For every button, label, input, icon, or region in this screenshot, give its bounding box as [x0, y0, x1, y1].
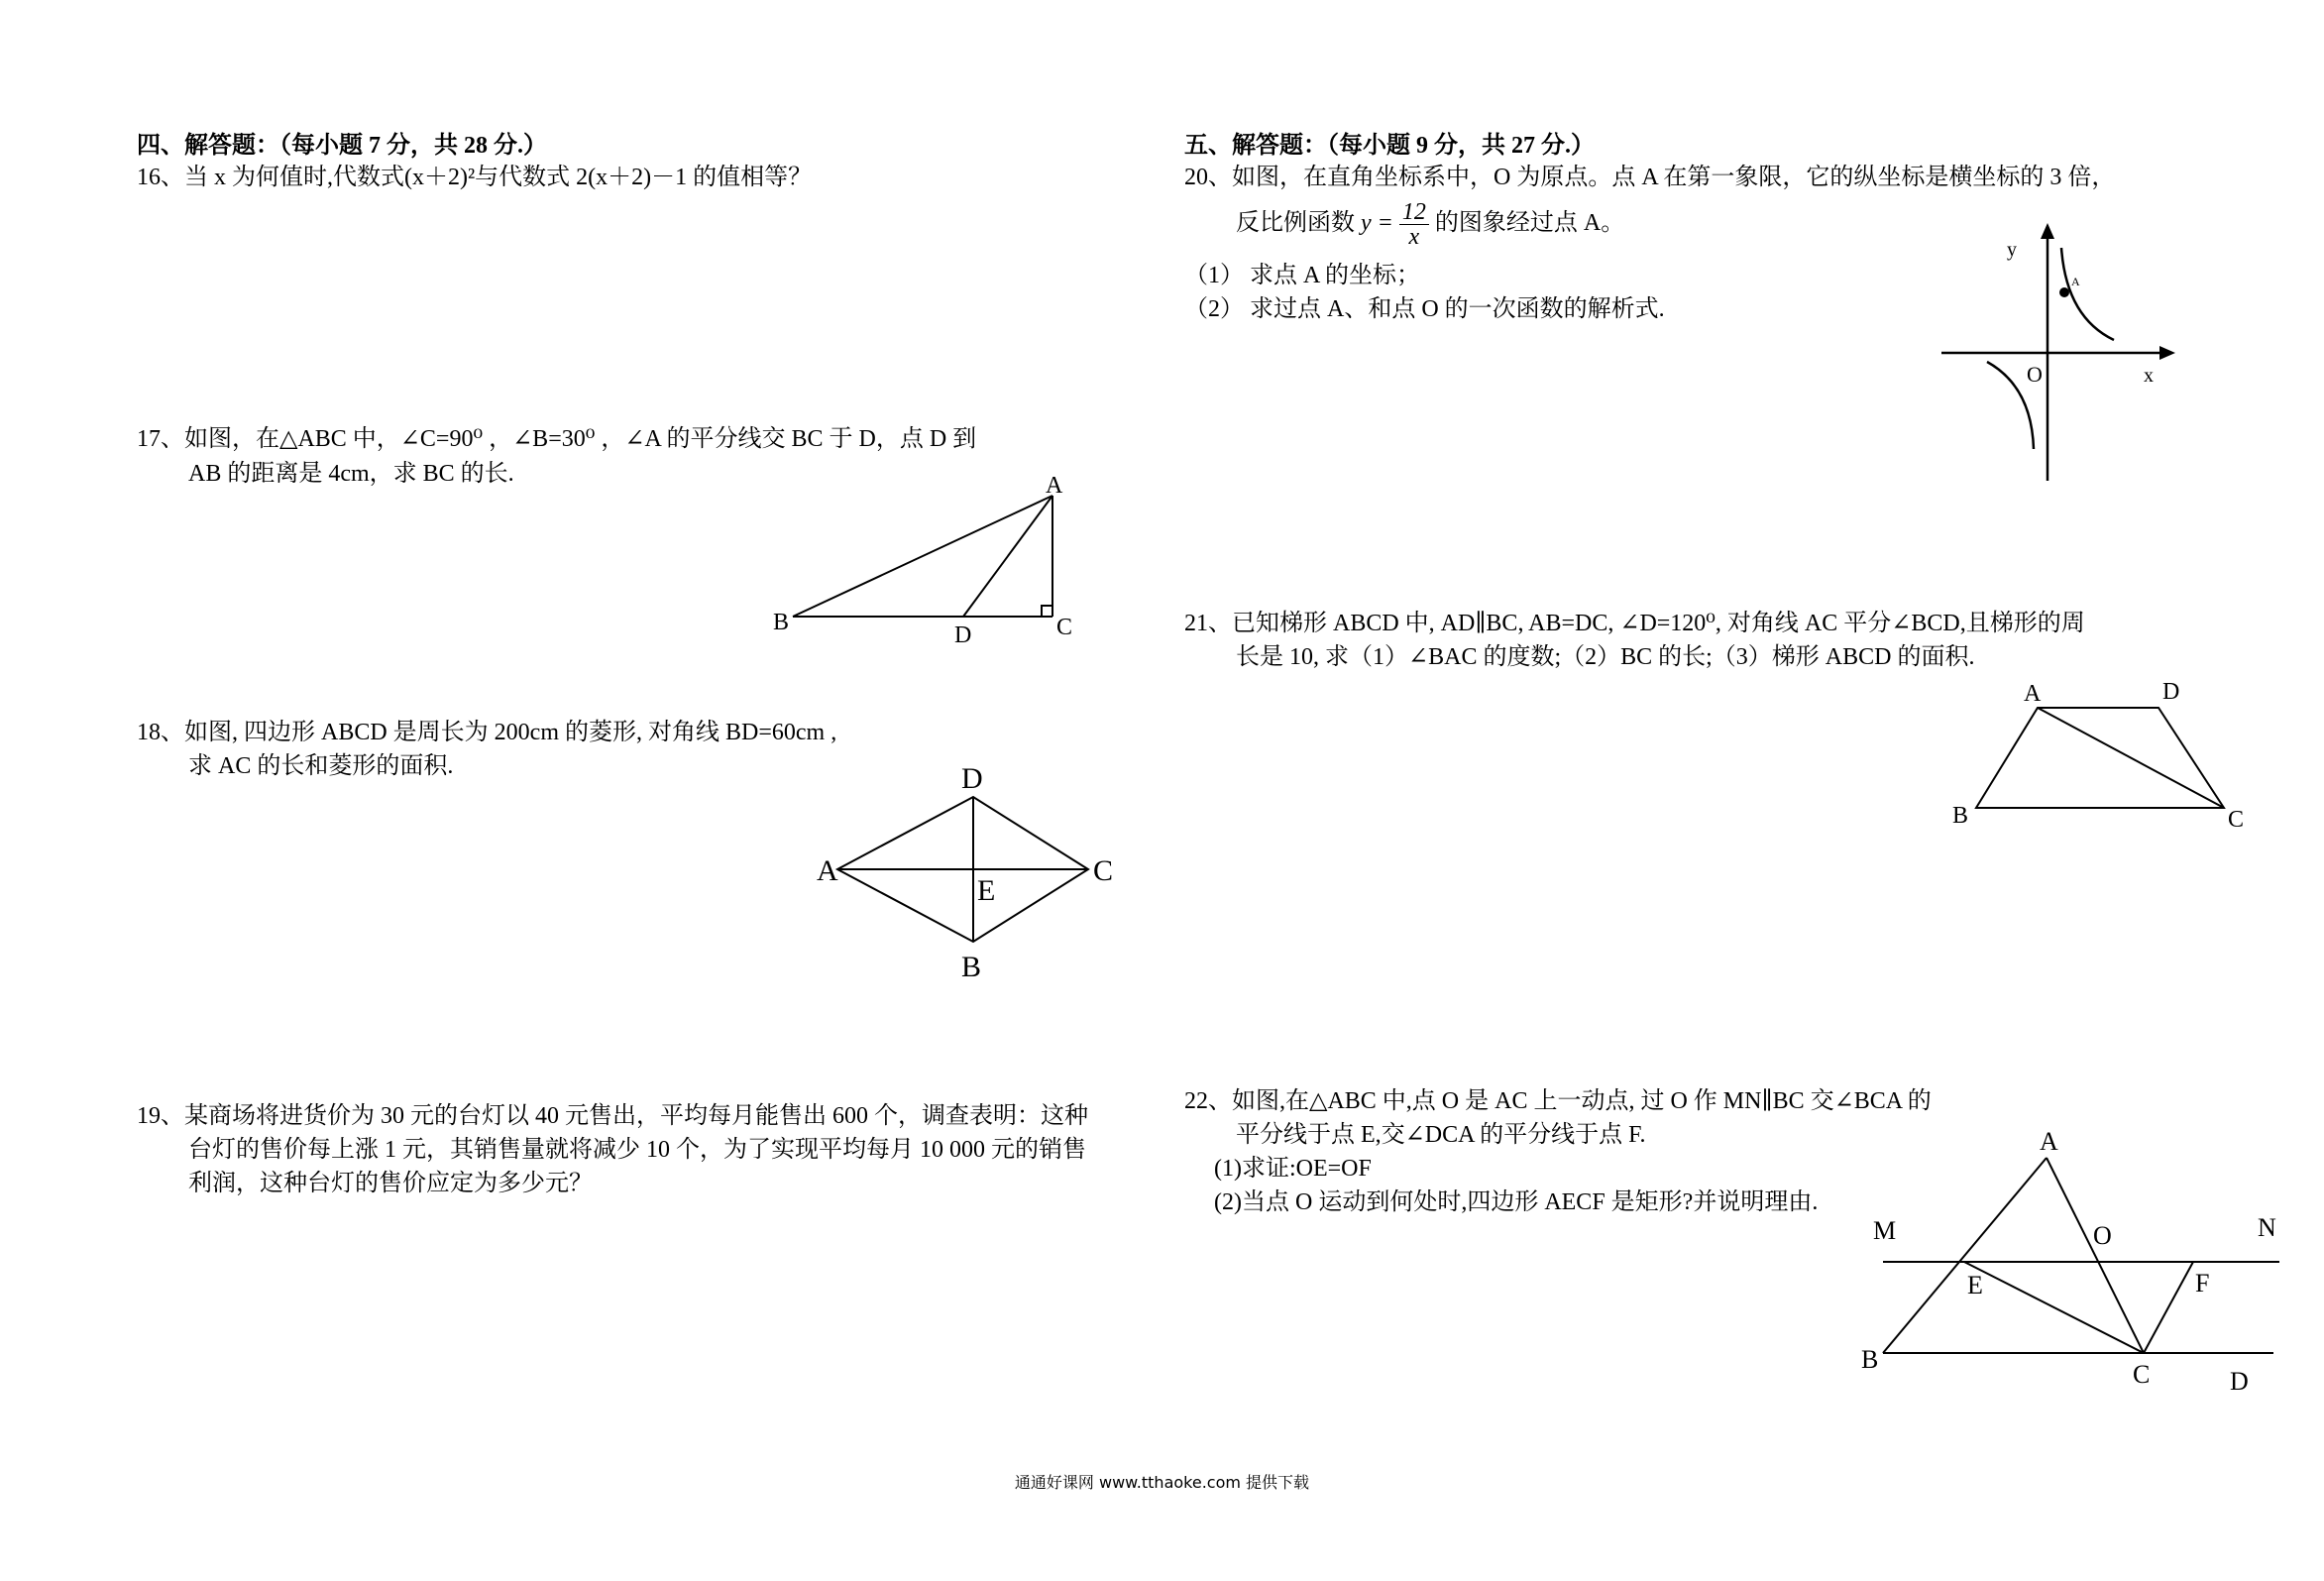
- label-c: C: [1093, 854, 1114, 887]
- question-17-line2: AB 的距离是 4cm，求 BC 的长.: [188, 461, 514, 487]
- label-b: B: [1861, 1345, 1879, 1374]
- q20-fraction-numerator: 12: [1399, 200, 1429, 225]
- question-20-line2: [1184, 198, 1624, 249]
- question-21-line1: 21、已知梯形 ABCD 中, AD∥BC, AB=DC, ∠D=120⁰, 对角线 AC 平分∠BCD,且梯形的周: [1184, 611, 2085, 636]
- label-f: F: [2195, 1269, 2210, 1298]
- question-18-line1: 18、如图, 四边形 ABCD 是周长为 200cm 的菱形, 对角线 BD=60cm ,: [137, 720, 837, 745]
- label-n: N: [2258, 1213, 2276, 1242]
- label-b: B: [1952, 803, 1969, 829]
- figure-18-rhombus: [811, 753, 1128, 991]
- q20-fraction-denominator: x: [1408, 223, 1420, 250]
- section-title-5: 五、解答题：（每小题 9 分，共 27 分.）: [1184, 133, 1595, 159]
- y-axis-arrow: [2041, 223, 2054, 239]
- q20-formula-lhs: y =: [1361, 210, 1393, 236]
- page-footer: 通通好课网 www.tthaoke.com 提供下载: [1014, 1473, 1310, 1492]
- bisector-ce: [1964, 1262, 2144, 1353]
- question-22-sub2: (2)当点 O 运动到何处时,四边形 AECF 是矩形?并说明理由.: [1214, 1189, 1819, 1215]
- question-21-line2: 长是 10, 求（1）∠BAC 的度数;（2）BC 的长;（3）梯形 ABCD 的面积.: [1236, 644, 1975, 670]
- question-20-sub1: （1） 求点 A 的坐标；: [1184, 263, 1421, 288]
- question-19-line2: 台灯的售价每上涨 1 元，其销售量就将减少 10 个，为了实现平均每月 10 000 元的销售: [188, 1137, 1086, 1163]
- label-d: D: [954, 622, 972, 648]
- diagonal-ac: [2038, 708, 2224, 808]
- q20-fraction: [1399, 200, 1429, 249]
- label-a: A: [1046, 473, 1063, 499]
- label-e: E: [1967, 1271, 1983, 1299]
- question-22-line2: 平分线于点 E,交∠DCA 的平分线于点 F.: [1236, 1122, 1646, 1148]
- question-20-line1: 20、如图，在直角坐标系中，O 为原点。点 A 在第一象限，它的纵坐标是横坐标的 3 倍，: [1184, 165, 2116, 190]
- question-22-line1: 22、如图,在△ABC 中,点 O 是 AC 上一动点, 过 O 作 MN∥BC 交∠BCA 的: [1184, 1088, 1932, 1114]
- label-o: O: [2093, 1221, 2112, 1250]
- trapezoid-outline: [1976, 708, 2224, 808]
- label-m: M: [1873, 1216, 1897, 1245]
- label-d: D: [961, 762, 983, 795]
- section-title-4: 四、解答题：（每小题 7 分，共 28 分.）: [137, 133, 547, 159]
- right-angle-mark: [1042, 606, 1052, 617]
- label-o: O: [2027, 362, 2043, 387]
- point-a: [2059, 287, 2069, 297]
- bisector-cf: [2144, 1262, 2193, 1353]
- label-c: C: [2133, 1360, 2151, 1389]
- label-c: C: [1056, 615, 1073, 640]
- figure-20-hyperbola: [1928, 223, 2175, 491]
- label-y: y: [2007, 239, 2017, 261]
- label-a: A: [2071, 275, 2080, 288]
- label-d: D: [2230, 1367, 2249, 1396]
- label-d: D: [2162, 679, 2180, 705]
- figure-21-trapezoid: [1933, 674, 2260, 833]
- hyperbola-branch-upper: [2061, 248, 2114, 340]
- figure-17-triangle: [763, 466, 1090, 649]
- q20-suffix: 的图象经过点 A。: [1434, 210, 1625, 236]
- bisector-ad: [963, 496, 1052, 617]
- question-22-sub1: (1)求证:OE=OF: [1214, 1156, 1372, 1182]
- question-19-line3: 利润，这种台灯的售价应定为多少元？: [188, 1171, 593, 1196]
- label-c: C: [2228, 807, 2245, 833]
- label-b: B: [773, 610, 790, 635]
- side-ab: [793, 496, 1052, 617]
- label-a: A: [2040, 1127, 2058, 1156]
- side-ab: [1883, 1158, 2047, 1353]
- label-x: x: [2144, 365, 2154, 387]
- label-a: A: [2024, 681, 2042, 707]
- question-17-line1: 17、如图，在△ABC 中，∠C=90⁰ ，∠B=30⁰ ，∠A 的平分线交 BC 于 D，点 D 到: [137, 426, 977, 452]
- question-20-sub2: （2） 求过点 A、和点 O 的一次函数的解析式.: [1184, 296, 1665, 322]
- label-b: B: [961, 951, 982, 983]
- label-e: E: [977, 874, 996, 907]
- side-ac: [2047, 1158, 2144, 1353]
- question-19-line1: 19、某商场将进货价为 30 元的台灯以 40 元售出，平均每月能售出 600 个，调查表明：这种: [137, 1103, 1088, 1129]
- q20-prefix: 反比例函数: [1236, 210, 1355, 236]
- question-16: 16、当 x 为何值时,代数式(x＋2)²与代数式 2(x＋2)－1 的值相等？: [137, 165, 813, 190]
- label-a: A: [817, 854, 838, 887]
- figure-22-triangle: [1853, 1120, 2289, 1398]
- x-axis-arrow: [2159, 346, 2175, 360]
- question-18-line2: 求 AC 的长和菱形的面积.: [188, 753, 454, 779]
